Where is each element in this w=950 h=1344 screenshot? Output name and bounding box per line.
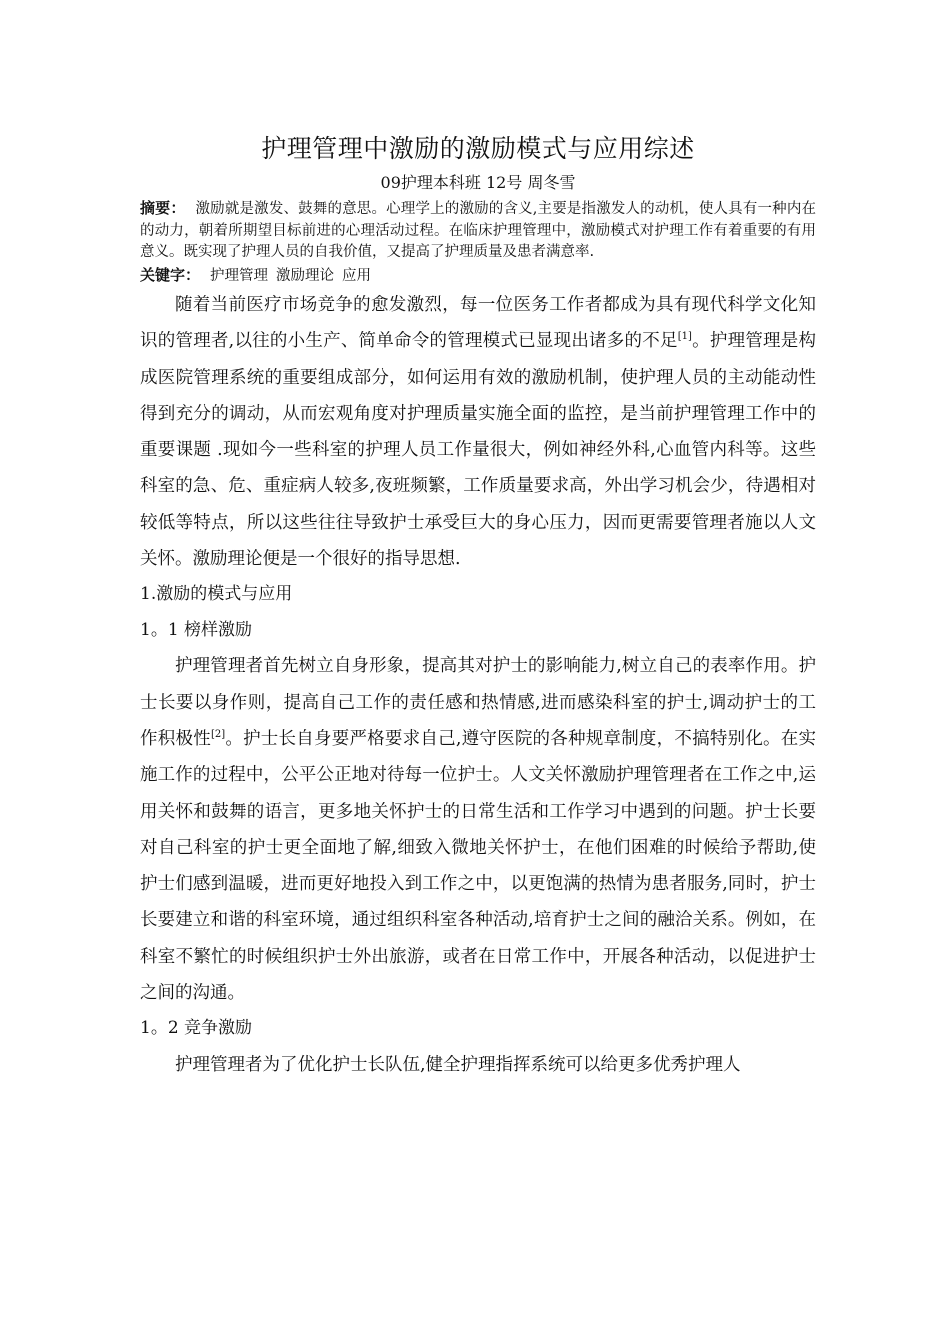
- section-1-2-text: 护理管理者为了优化护士长队伍,健全护理指挥系统可以给更多优秀护理人: [175, 1054, 741, 1075]
- abstract-label: 摘要：: [140, 199, 186, 217]
- section-1-1-paragraph: [140, 648, 816, 1011]
- section-heading-1: 1.激励的模式与应用: [140, 584, 293, 605]
- intro-text-part2: 。护理管理是构成医院管理系统的重要组成部分，如何运用有效的激励机制，使护理人员的主动能动性得到充分的调动，从而宏观角度对护理质量实施全面的监控，是当前护理管理工作中的重要课题 .现如今一些科室的护理人员工作量很大，例如神经外科,心血管内科等。这些科室的急、危、重症病人较多,夜班频繁，工作质量要求高，外出学习机会少，待遇相对较低等特点，所以这些往往导致护士承受巨大的身心压力，因而更需要管理者施以人文关怀。激励理论便是一个很好的指导思想.: [140, 331, 817, 570]
- keyword-item: 护理管理: [210, 267, 269, 284]
- section-1-2-paragraph: [140, 1047, 816, 1083]
- keywords: [140, 265, 816, 288]
- section-1-1-text-part1: 护理管理者首先树立自身形象，提高其对护士的影响能力,树立自己的表率作用。护士长要以身作则，提高自己工作的责任感和热情感,进而感染科室的护士,调动护士的工作积极性: [140, 656, 816, 749]
- citation-ref-1: [1]: [677, 331, 692, 343]
- abstract: [140, 198, 816, 264]
- intro-paragraph: [140, 287, 816, 577]
- keyword-item: 激励理论: [276, 267, 335, 284]
- document-page: [140, 128, 816, 1083]
- intro-text-part1: 随着当前医疗市场竞争的愈发激烈，每一位医务工作者都成为具有现代科学文化知识的管理者,以往的小生产、简单命令的管理模式已显现出诸多的不足: [140, 295, 816, 352]
- section-1-1-text-part2: 。护士长自身要严格要求自己,遵守医院的各种规章制度，不搞特别化。在实施工作的过程中，公平公正地对待每一位护士。人文关怀激励护理管理者在工作之中,运用关怀和鼓舞的语言，更多地关怀护士的日常生活和工作学习中遇到的问题。护士长要对自己科室的护士更全面地了解,细致入微地关怀护士，在他们困难的时候给予帮助,使护士们感到温暖，进而更好地投入到工作之中，以更饱满的热情为患者服务,同时，护士长要建立和谐的科室环境，通过组织科室各种活动,培育护士之间的融洽关系。例如，在科室不繁忙的时候组织护士外出旅游，或者在日常工作中，开展各种活动，以促进护士之间的沟通。: [140, 728, 817, 1004]
- citation-ref-2: [2]: [210, 728, 226, 740]
- subsection-heading-1-2: 1。2 竞争激励: [140, 1018, 253, 1039]
- author-line: 09护理本科班 12号 周冬雪: [380, 173, 576, 192]
- abstract-text: 激励就是激发、鼓舞的意思。心理学上的激励的含义,主要是指激发人的动机，使人具有一种内在的动力，朝着所期望目标前进的心理活动过程。在临床护理管理中，激励模式对护理工作有着重要的有用意义。既实现了护理人员的自我价值，又提高了护理质量及患者满意率.: [140, 201, 816, 260]
- paper-title: 护理管理中激励的激励模式与应用综述: [261, 134, 695, 163]
- keyword-item: 应用: [342, 267, 372, 284]
- subsection-heading-1-1: 1。1 榜样激励: [140, 619, 253, 640]
- keywords-label: 关键字：: [140, 265, 201, 284]
